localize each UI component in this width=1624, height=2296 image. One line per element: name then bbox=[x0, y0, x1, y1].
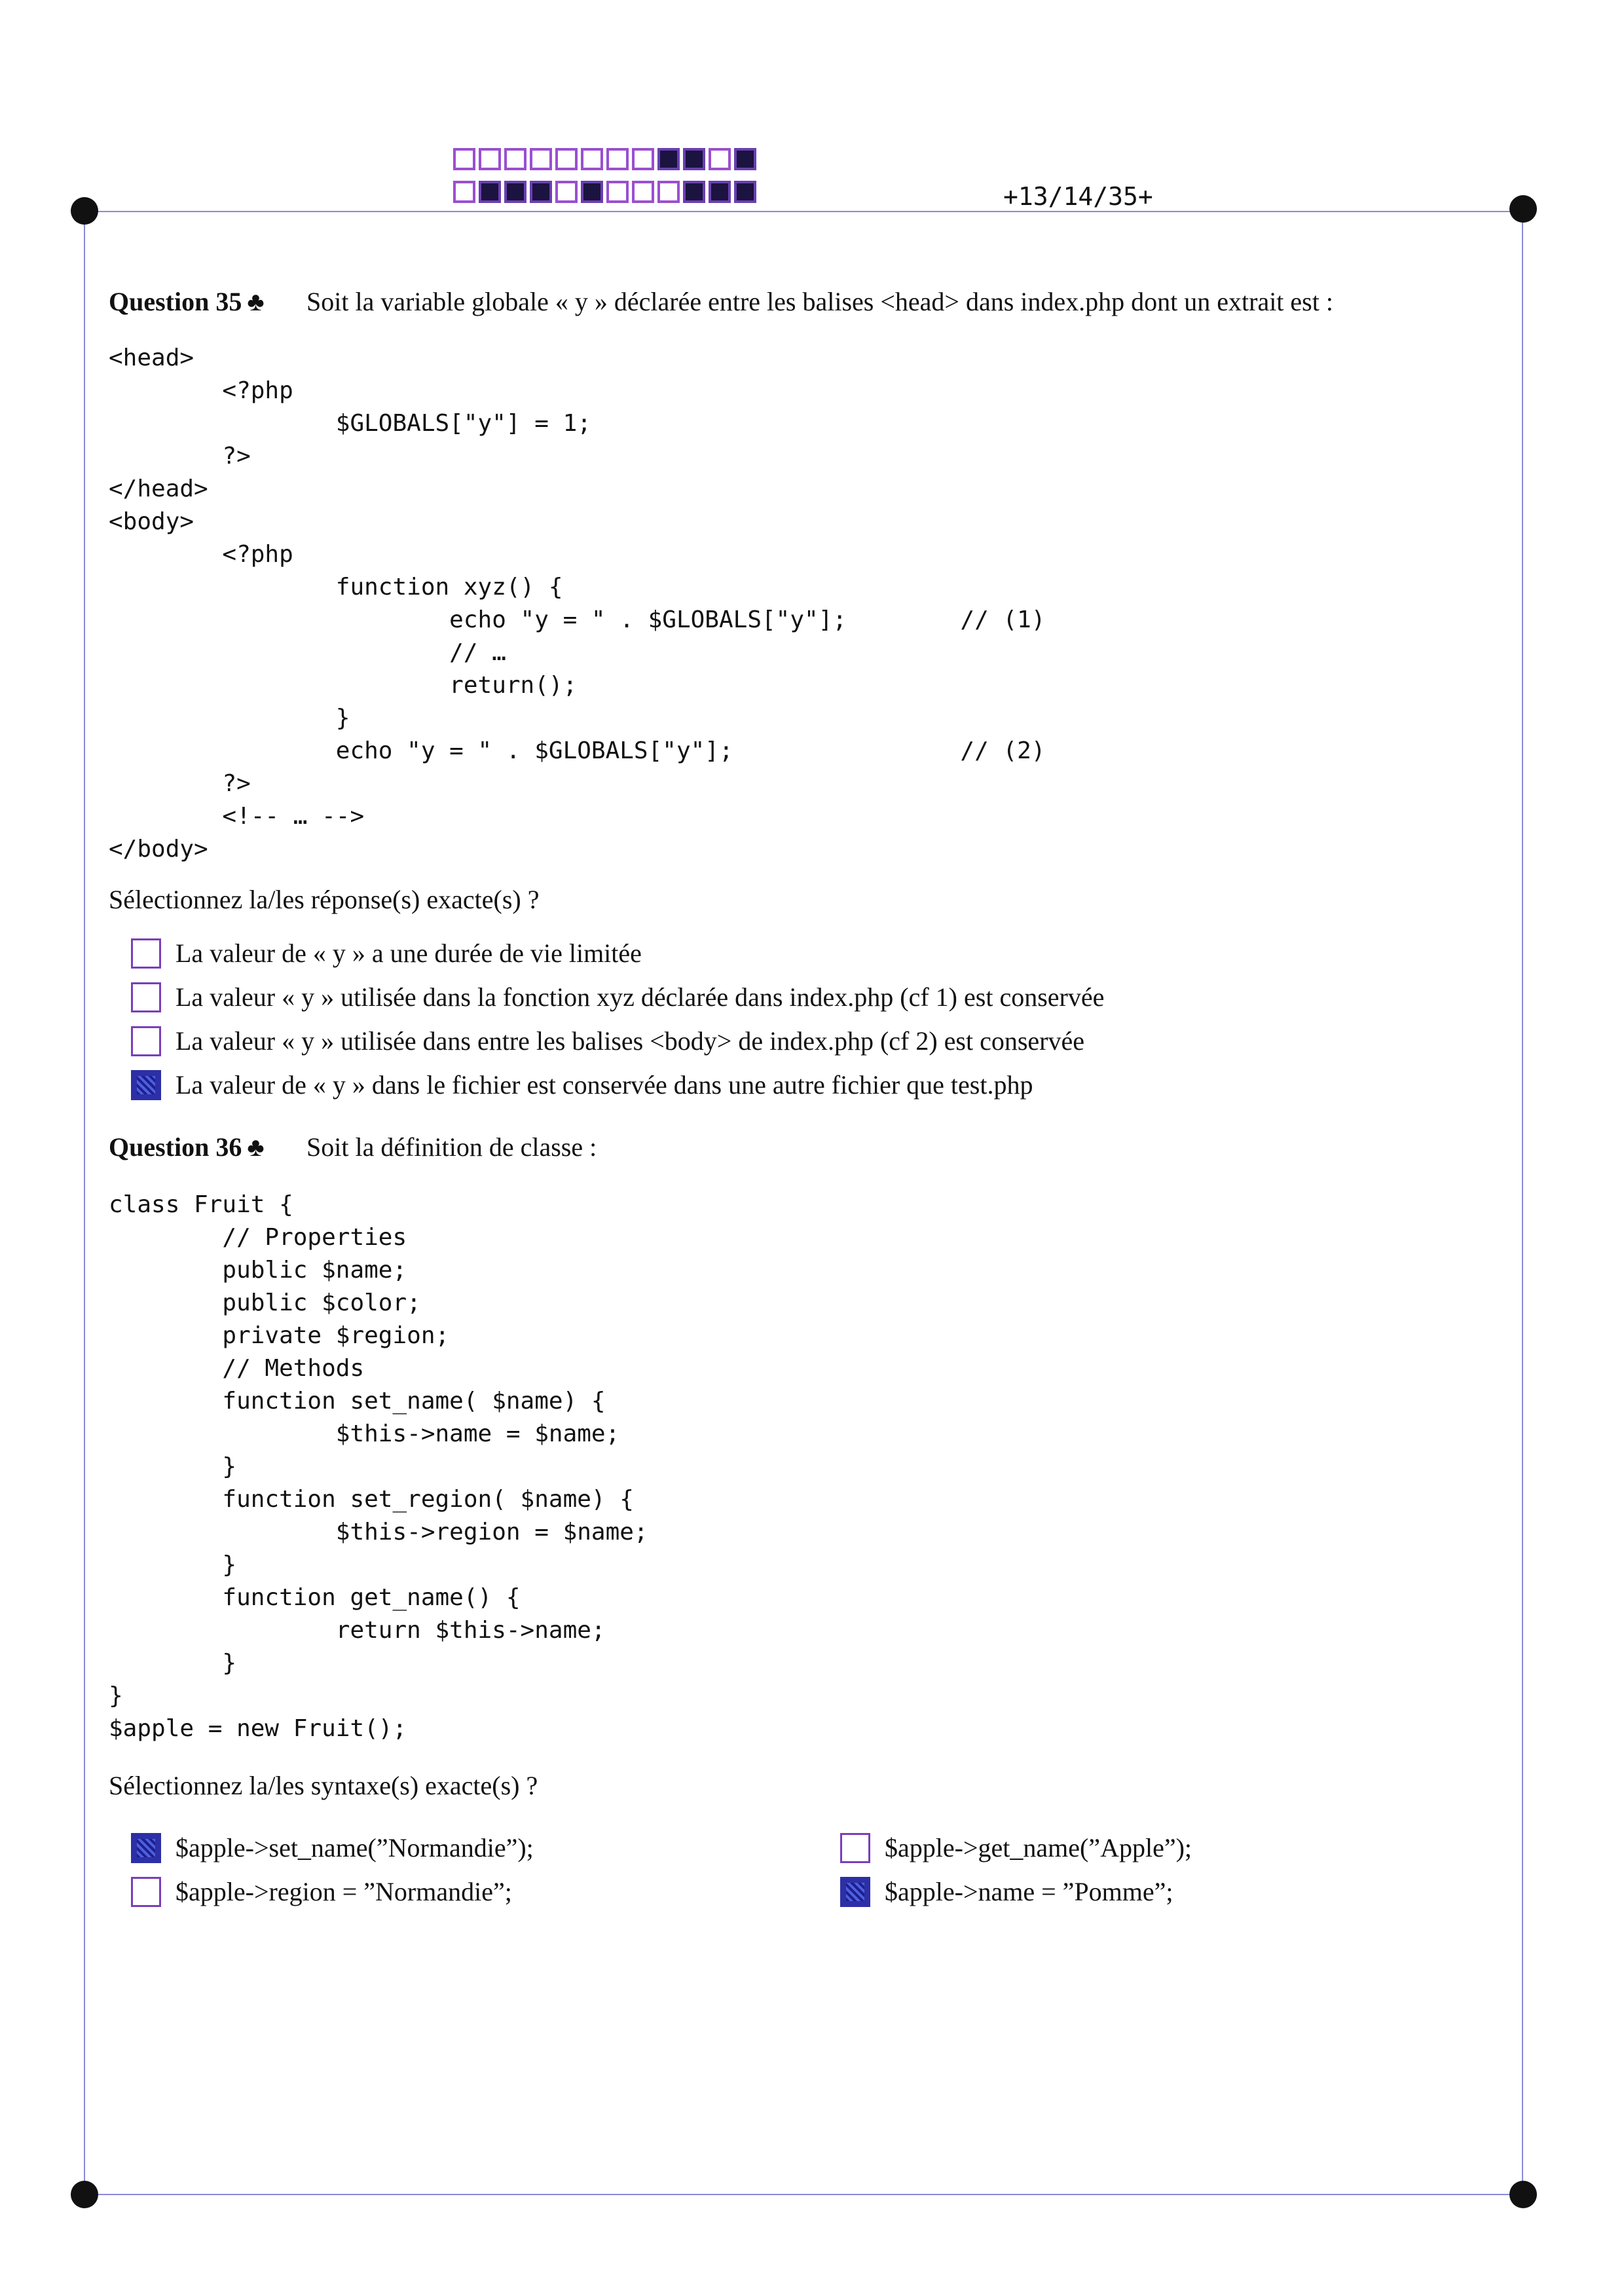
answer-label: La valeur « y » utilisée dans entre les balises <body> de index.php (cf 2) est conservée bbox=[175, 1026, 1085, 1056]
code-line: public $name; bbox=[109, 1257, 407, 1284]
answer-option[interactable] bbox=[131, 979, 1104, 1016]
code-line: } bbox=[109, 1551, 237, 1578]
code-line: <?php bbox=[109, 541, 293, 568]
barcode-cell bbox=[683, 181, 705, 203]
code-line: } bbox=[109, 1682, 123, 1709]
corner-mark-bottom-left bbox=[71, 2181, 98, 2208]
code-line: echo "y = " . $GLOBALS["y"]; // (2) bbox=[109, 737, 1046, 764]
code-block-q36 bbox=[109, 1189, 648, 1745]
code-block-q35 bbox=[109, 342, 1045, 866]
code-line: </head> bbox=[109, 475, 208, 502]
question-35-prompt: Sélectionnez la/les réponse(s) exacte(s) ? bbox=[109, 885, 540, 914]
barcode-cell bbox=[606, 148, 629, 170]
barcode-cell bbox=[657, 181, 680, 203]
barcode-cell bbox=[453, 181, 475, 203]
barcode-cell bbox=[734, 148, 756, 170]
code-line: <head> bbox=[109, 344, 194, 371]
barcode-cell bbox=[632, 148, 654, 170]
code-line: function get_name() { bbox=[109, 1584, 521, 1611]
code-line: <body> bbox=[109, 508, 194, 535]
answer-label: $apple->region = ”Normandie”; bbox=[175, 1877, 512, 1906]
question-35-heading bbox=[109, 286, 1333, 318]
checkbox[interactable] bbox=[131, 1026, 161, 1056]
barcode-cell bbox=[683, 148, 705, 170]
answer-option[interactable] bbox=[131, 1023, 1084, 1060]
checkbox-checked[interactable] bbox=[840, 1877, 870, 1907]
checkbox[interactable] bbox=[131, 1877, 161, 1907]
barcode-cell bbox=[504, 181, 526, 203]
barcode-cell bbox=[657, 148, 680, 170]
answer-label: La valeur de « y » a une durée de vie limitée bbox=[175, 938, 642, 968]
question-36-prompt: Sélectionnez la/les syntaxe(s) exacte(s) ? bbox=[109, 1771, 538, 1800]
code-line: <?php bbox=[109, 377, 293, 404]
code-line: } bbox=[109, 1650, 237, 1676]
code-line: function set_name( $name) { bbox=[109, 1388, 606, 1415]
barcode-cell bbox=[479, 148, 501, 170]
code-line: $this->region = $name; bbox=[109, 1519, 648, 1546]
code-line: $this->name = $name; bbox=[109, 1420, 620, 1447]
code-line: private $region; bbox=[109, 1322, 450, 1349]
barcode-cell bbox=[555, 148, 578, 170]
barcode-cell bbox=[453, 148, 475, 170]
barcode-cell bbox=[632, 181, 654, 203]
answer-option[interactable] bbox=[131, 1874, 512, 1910]
code-line: return $this->name; bbox=[109, 1617, 606, 1644]
answer-label: $apple->name = ”Pomme”; bbox=[885, 1877, 1173, 1906]
code-line: class Fruit { bbox=[109, 1191, 293, 1218]
question-36-heading bbox=[109, 1132, 597, 1163]
checkbox[interactable] bbox=[131, 938, 161, 969]
answer-option[interactable] bbox=[131, 1830, 534, 1866]
barcode-cell bbox=[734, 181, 756, 203]
code-line: // … bbox=[109, 639, 506, 666]
corner-mark-top-left bbox=[71, 197, 98, 225]
code-line: $apple = new Fruit(); bbox=[109, 1715, 407, 1742]
barcode-row-2 bbox=[453, 181, 756, 203]
barcode-cell bbox=[530, 181, 552, 203]
answer-option[interactable] bbox=[840, 1874, 1173, 1910]
barcode-cell bbox=[581, 181, 603, 203]
answer-label: $apple->get_name(”Apple”); bbox=[885, 1833, 1192, 1862]
code-line: $GLOBALS["y"] = 1; bbox=[109, 410, 591, 437]
club-icon: ♣ bbox=[247, 1132, 265, 1162]
club-icon: ♣ bbox=[247, 287, 265, 316]
code-line: function xyz() { bbox=[109, 574, 563, 601]
barcode-cell bbox=[530, 148, 552, 170]
barcode-row-1 bbox=[453, 148, 756, 170]
code-line: // Properties bbox=[109, 1224, 407, 1251]
barcode-cell bbox=[606, 181, 629, 203]
corner-mark-bottom-right bbox=[1509, 2181, 1537, 2208]
question-text: Soit la variable globale « y » déclarée entre les balises <head> dans index.php dont un extrait est : bbox=[306, 287, 1333, 316]
page-code: +13/14/35+ bbox=[1003, 182, 1153, 211]
code-line: } bbox=[109, 1453, 237, 1480]
code-line: ?> bbox=[109, 770, 251, 797]
code-line: // Methods bbox=[109, 1355, 365, 1382]
checkbox[interactable] bbox=[840, 1833, 870, 1863]
checkbox-checked[interactable] bbox=[131, 1833, 161, 1863]
answer-label: La valeur de « y » dans le fichier est conservée dans une autre fichier que test.php bbox=[175, 1070, 1033, 1100]
question-text: Soit la définition de classe : bbox=[306, 1132, 597, 1162]
code-line: function set_region( $name) { bbox=[109, 1486, 634, 1513]
answer-option[interactable] bbox=[131, 935, 642, 972]
code-line: } bbox=[109, 705, 350, 731]
barcode-cell bbox=[709, 181, 731, 203]
code-line: return(); bbox=[109, 672, 578, 699]
answer-label: La valeur « y » utilisée dans la fonction xyz déclarée dans index.php (cf 1) est conservée bbox=[175, 982, 1105, 1012]
barcode-cell bbox=[555, 181, 578, 203]
question-number: Question 36 bbox=[109, 1132, 242, 1162]
answer-option[interactable] bbox=[131, 1067, 1033, 1103]
code-line: public $color; bbox=[109, 1289, 421, 1316]
code-line: echo "y = " . $GLOBALS["y"]; // (1) bbox=[109, 606, 1046, 633]
answer-label: $apple->set_name(”Normandie”); bbox=[175, 1833, 534, 1862]
barcode-cell bbox=[504, 148, 526, 170]
checkbox[interactable] bbox=[131, 982, 161, 1012]
question-number: Question 35 bbox=[109, 287, 242, 316]
corner-mark-top-right bbox=[1509, 195, 1537, 223]
barcode-cell bbox=[581, 148, 603, 170]
checkbox-checked[interactable] bbox=[131, 1070, 161, 1100]
code-line: ?> bbox=[109, 443, 251, 470]
barcode-cell bbox=[479, 181, 501, 203]
barcode-cell bbox=[709, 148, 731, 170]
code-line: </body> bbox=[109, 836, 208, 862]
code-line: <!-- … --> bbox=[109, 803, 365, 830]
answer-option[interactable] bbox=[840, 1830, 1192, 1866]
